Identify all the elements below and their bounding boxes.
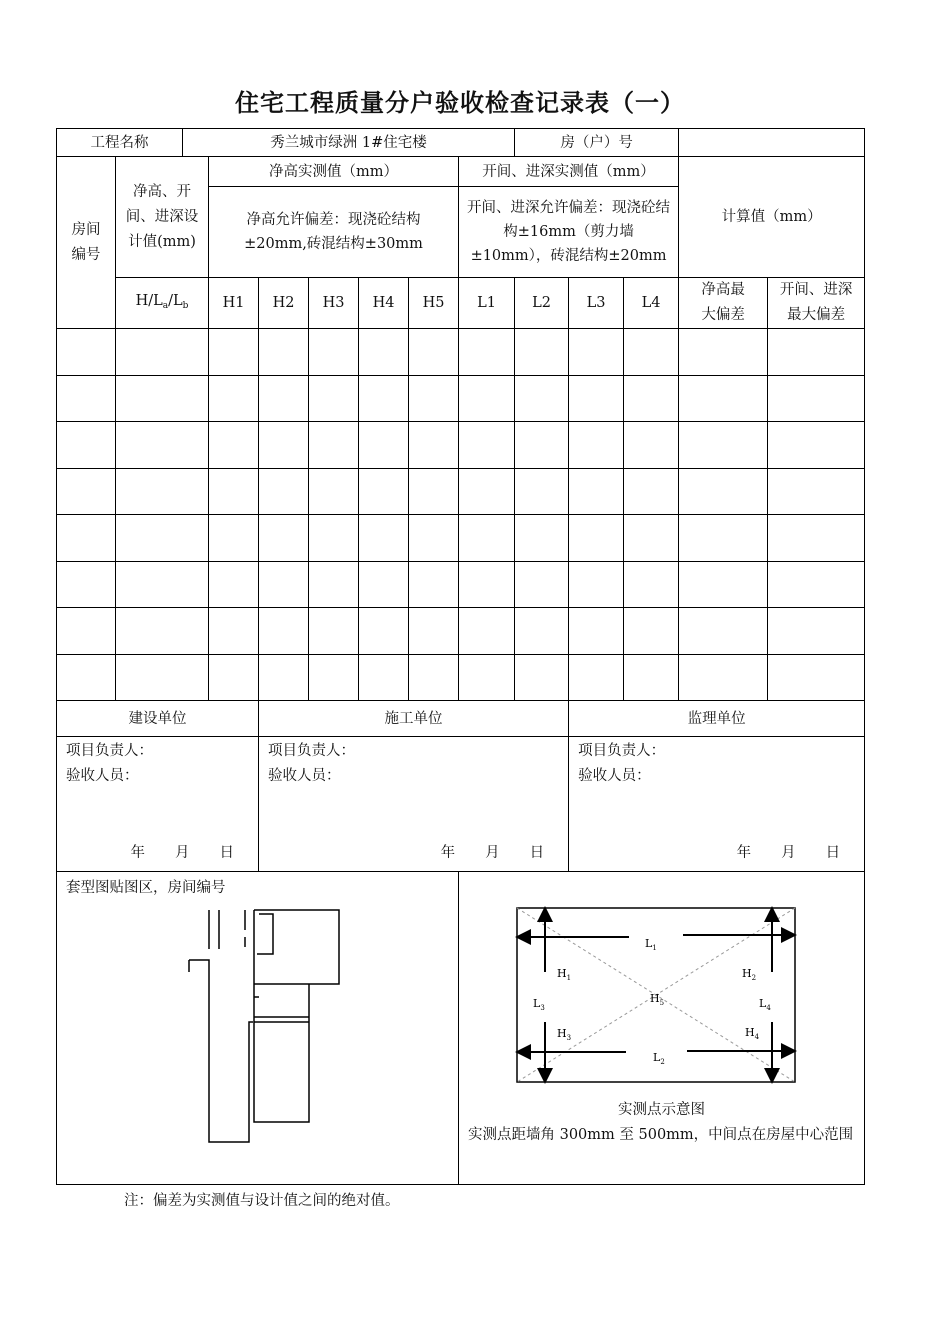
table-cell[interactable] [116,375,209,422]
diagram-caption: 实测点示意图 [618,1102,706,1118]
design-sub-header: $H/L_a/L_b$ [116,278,209,329]
table-cell[interactable] [309,515,359,562]
height-tolerance-note: 净高允许偏差：现浇砼结构±20mm,砖混结构±30mm [209,187,459,278]
table-row [57,422,865,469]
table-cell[interactable] [459,515,515,562]
table-cell[interactable] [259,329,309,376]
table-cell[interactable] [409,654,459,701]
table-cell[interactable] [409,375,459,422]
table-cell[interactable] [116,608,209,655]
table-row [57,515,865,562]
table-cell[interactable] [624,608,679,655]
col-h5: H5 [409,278,459,329]
table-cell[interactable] [309,468,359,515]
label-l4: $L_4$ [759,997,771,1012]
project-name-value[interactable]: 秀兰城市绿洲 1#住宅楼 [183,129,515,157]
design-value-header: 净高、开间、进深设计值(mm) [116,157,209,278]
table-cell[interactable] [309,329,359,376]
table-row [57,375,865,422]
table-cell[interactable] [309,375,359,422]
col-l4: L4 [624,278,679,329]
table-cell[interactable] [359,468,409,515]
table-cell[interactable] [259,608,309,655]
table-cell[interactable] [57,375,116,422]
table-cell[interactable] [569,654,624,701]
table-cell[interactable] [57,654,116,701]
table-cell[interactable] [359,515,409,562]
contractor-date: 年 月 日 [440,845,545,861]
table-cell[interactable] [679,654,768,701]
table-cell[interactable] [459,468,515,515]
table-cell[interactable] [459,608,515,655]
table-cell[interactable] [679,608,768,655]
table-cell[interactable] [209,654,259,701]
table-row [57,608,865,655]
label-l2: $L_2$ [653,1051,665,1066]
floor-plan-sketch [57,872,497,1184]
table-cell[interactable] [116,468,209,515]
col-h3: H3 [309,278,359,329]
table-cell[interactable] [409,329,459,376]
col-h1: H1 [209,278,259,329]
table-cell[interactable] [515,608,569,655]
owner-signature-cell[interactable] [57,737,259,872]
owner-leader-label: 项目负责人： [66,743,153,759]
table-cell[interactable] [57,422,116,469]
table-cell[interactable] [624,515,679,562]
table-cell[interactable] [768,375,865,422]
contractor-inspector-label: 验收人员： [268,768,341,784]
label-h3: $H_3$ [557,1027,572,1042]
span-measured-header: 开间、进深实测值（mm） [459,157,679,187]
table-cell[interactable] [768,329,865,376]
span-tolerance-note: 开间、进深允许偏差：现浇砼结构±16mm（剪力墙±10mm），砖混结构±20mm [459,187,679,278]
table-cell[interactable] [569,422,624,469]
table-cell[interactable] [57,608,116,655]
table-cell[interactable] [679,329,768,376]
calc-value-header: 计算值（mm） [679,157,865,278]
supervisor-inspector-label: 验收人员： [578,768,651,784]
contractor-unit-header: 施工单位 [259,701,569,737]
col-l1: L1 [459,278,515,329]
table-cell[interactable] [309,561,359,608]
table-cell[interactable] [359,561,409,608]
table-cell[interactable] [209,329,259,376]
contractor-leader-label: 项目负责人： [268,743,355,759]
footnote: 注：偏差为实测值与设计值之间的绝对值。 [124,1193,400,1209]
table-cell[interactable] [359,329,409,376]
owner-unit-header: 建设单位 [57,701,259,737]
col-l2: L2 [515,278,569,329]
table-cell[interactable] [459,375,515,422]
room-number-value[interactable] [679,129,865,157]
table-cell[interactable] [309,654,359,701]
table-cell[interactable] [569,608,624,655]
inspection-table [56,128,865,1185]
table-cell[interactable] [209,561,259,608]
table-cell[interactable] [259,515,309,562]
table-cell[interactable] [768,515,865,562]
table-cell[interactable] [768,608,865,655]
table-cell[interactable] [515,561,569,608]
table-cell[interactable] [768,422,865,469]
col-span-max-deviation: 开间、进深最大偏差 [768,278,865,329]
supervisor-signature-cell[interactable] [569,737,865,872]
table-row [57,329,865,376]
table-cell[interactable] [116,515,209,562]
floor-plan-caption: 套型图贴图区，房间编号 [66,880,226,896]
measurement-point-diagram [459,872,823,1087]
table-cell[interactable] [515,654,569,701]
table-cell[interactable] [309,422,359,469]
supervisor-unit-header: 监理单位 [569,701,865,737]
table-cell[interactable] [679,468,768,515]
label-h1: $H_1$ [557,967,572,982]
table-cell[interactable] [57,515,116,562]
table-cell[interactable] [515,329,569,376]
label-l3: $L_3$ [533,997,545,1012]
table-cell[interactable] [57,468,116,515]
table-cell[interactable] [624,468,679,515]
height-measured-header: 净高实测值（mm） [209,157,459,187]
table-cell[interactable] [259,654,309,701]
label-h4: $H_4$ [745,1026,760,1041]
table-cell[interactable] [209,375,259,422]
table-cell[interactable] [259,375,309,422]
room-id-header: 房间编号 [57,157,116,329]
table-cell[interactable] [359,422,409,469]
supervisor-date: 年 月 日 [736,845,841,861]
table-cell[interactable] [679,515,768,562]
data-rows [57,329,865,701]
project-name-label: 工程名称 [57,129,183,157]
floor-plan-area[interactable] [57,872,459,1185]
table-cell[interactable] [259,422,309,469]
table-cell[interactable] [679,561,768,608]
table-cell[interactable] [116,654,209,701]
table-cell[interactable] [569,468,624,515]
col-l3: L3 [569,278,624,329]
table-cell[interactable] [359,608,409,655]
table-cell[interactable] [569,515,624,562]
table-cell[interactable] [57,561,116,608]
table-cell[interactable] [624,375,679,422]
table-cell[interactable] [515,515,569,562]
table-cell[interactable] [116,329,209,376]
supervisor-leader-label: 项目负责人： [578,743,666,759]
owner-inspector-label: 验收人员： [66,768,139,784]
table-cell[interactable] [768,468,865,515]
table-row [57,468,865,515]
measurement-diagram-area [459,872,865,1185]
table-row [57,561,865,608]
contractor-signature-cell[interactable] [259,737,569,872]
table-cell[interactable] [515,468,569,515]
table-cell[interactable] [624,654,679,701]
table-cell[interactable] [768,561,865,608]
table-cell[interactable] [409,422,459,469]
table-cell[interactable] [624,329,679,376]
table-cell[interactable] [259,468,309,515]
table-cell[interactable] [409,561,459,608]
table-cell[interactable] [569,375,624,422]
table-cell[interactable] [57,329,116,376]
form-title: 住宅工程质量分户验收检查记录表（一） [235,89,685,117]
table-cell[interactable] [359,654,409,701]
table-cell[interactable] [209,468,259,515]
diagram-description: 实测点距墙角 300mm 至 500mm，中间点在房屋中心范围 [468,1127,854,1143]
room-number-label: 房（户）号 [515,129,679,157]
table-cell[interactable] [459,329,515,376]
table-cell[interactable] [309,608,359,655]
table-cell[interactable] [209,422,259,469]
table-cell[interactable] [459,422,515,469]
table-cell[interactable] [459,654,515,701]
table-cell[interactable] [515,422,569,469]
table-cell[interactable] [569,561,624,608]
table-cell[interactable] [409,608,459,655]
table-cell[interactable] [624,561,679,608]
owner-date: 年 月 日 [130,845,234,861]
table-cell[interactable] [116,422,209,469]
table-cell[interactable] [679,375,768,422]
label-h2: $H_2$ [742,967,757,982]
table-cell[interactable] [768,654,865,701]
table-cell[interactable] [515,375,569,422]
table-cell[interactable] [459,561,515,608]
col-h4: H4 [359,278,409,329]
table-row [57,654,865,701]
table-cell[interactable] [409,468,459,515]
table-cell[interactable] [359,375,409,422]
label-l1: $L_1$ [645,937,657,952]
table-cell[interactable] [624,422,679,469]
label-h5: $H_5$ [650,992,665,1007]
col-h2: H2 [259,278,309,329]
table-cell[interactable] [116,561,209,608]
table-cell[interactable] [209,608,259,655]
table-cell[interactable] [409,515,459,562]
table-cell[interactable] [679,422,768,469]
table-cell[interactable] [209,515,259,562]
table-cell[interactable] [259,561,309,608]
col-height-max-deviation: 净高最大偏差 [679,278,768,329]
table-cell[interactable] [569,329,624,376]
